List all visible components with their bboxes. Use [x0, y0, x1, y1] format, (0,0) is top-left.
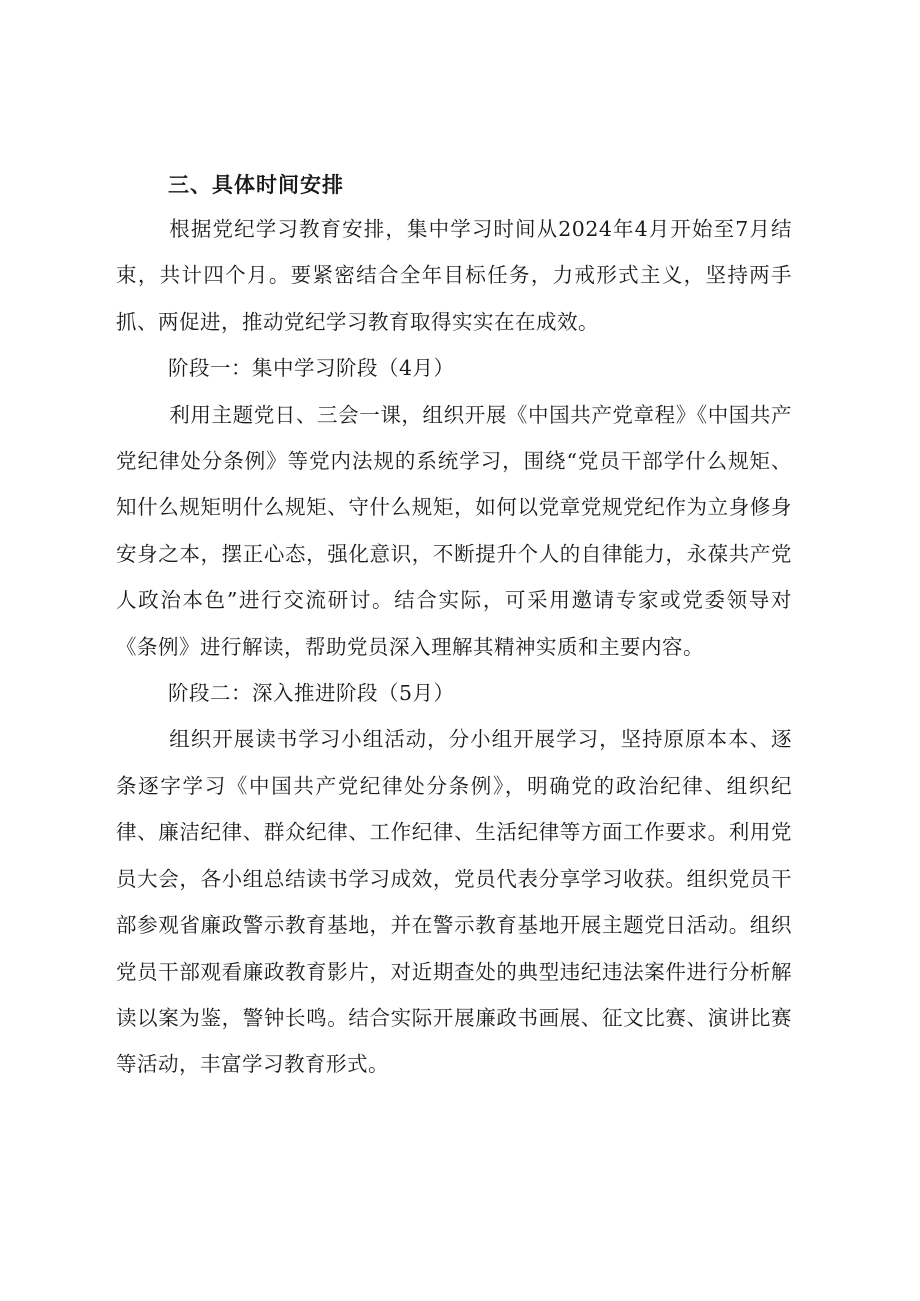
stage-one-paragraph: 利用主题党日、三会一课，组织开展《中国共产党章程》《中国共产党纪律处分条例》等党内法规的系统学习，围绕“党员干部学什么规矩、知什么规矩明什么规矩、守什么规矩，如何以党章党规党纪作为立身修身安身之本，摆正心态，强化意识，不断提升个人的自律能力，永葆共产党人政治本色”进行交流研讨。结合实际，可采用邀请专家或党委领导对《条例》进行解读，帮助党员深入理解其精神实质和主要内容。: [116, 402, 792, 659]
stage-two-paragraph: 组织开展读书学习小组活动，分小组开展学习，坚持原原本本、逐条逐字学习《中国共产党纪律处分条例》，明确党的政治纪律、组织纪律、廉洁纪律、群众纪律、工作纪律、生活纪律等方面工作要求。利用党员大会，各小组总结读书学习成效，党员代表分享学习收获。组织党员干部参观省廉政警示教育基地，并在警示教育基地开展主题党日活动。组织党员干部观看廉政教育影片，对近期查处的典型违纪违法案件进行分析解读以案为鉴，警钟长鸣。结合实际开展廉政书画展、征文比赛、演讲比赛等活动，丰富学习教育形式。: [116, 727, 792, 1077]
stage-two-title: 阶段二：深入推进阶段（5月）: [168, 681, 455, 706]
section-heading: 三、具体时间安排: [168, 173, 344, 197]
intro-paragraph: 根据党纪学习教育安排，集中学习时间从2024年4月开始至7月结束，共计四个月。要紧密结合全年目标任务，力戒形式主义，坚持两手抓、两促进，推动党纪学习教育取得实实在在成效。: [116, 217, 792, 334]
stage-one-title: 阶段一：集中学习阶段（4月）: [168, 356, 455, 381]
document-page: [116, 168, 792, 1088]
